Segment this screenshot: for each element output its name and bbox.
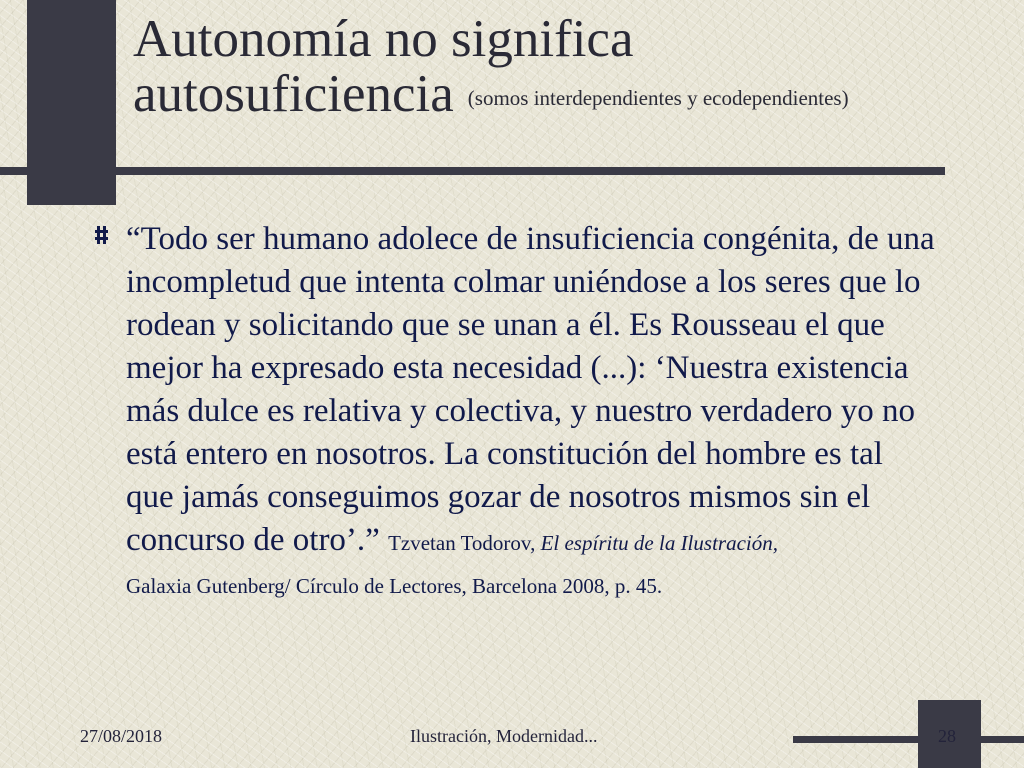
footer-title: Ilustración, Modernidad...: [410, 726, 598, 746]
citation-author: Tzvetan Todorov,: [388, 531, 536, 555]
hash-bullet-icon: [95, 226, 108, 244]
decorative-bottom-line: [793, 736, 1024, 743]
decorative-title-underline: [0, 167, 945, 175]
slide-title-subtitle: (somos interdependientes y ecodependientes): [467, 86, 849, 110]
quote-text: “Todo ser humano adolece de insuficiencia congénita, de una incompletud que intenta colmar uniéndose a los seres que lo rodean y solicitando que se unan a él. Es Rousseau el que mejor ha expresado esta necesidad (...): ‘Nuestra existencia más dulce es relativa y colectiva, y nuestro verdadero yo no está entero en nosotros. La constitución del hombre es tal que jamás conseguimos gozar de nosotros mismos sin el concurso de otro’.”: [126, 221, 935, 558]
slide-title-main: Autonomía no significa autosuficiencia: [133, 10, 634, 123]
bullet-quote-block: [126, 218, 936, 605]
footer-page-number: 28: [938, 726, 956, 746]
footer-date: 27/08/2018: [80, 726, 163, 746]
slide-title: [133, 12, 1013, 126]
citation-publisher: Galaxia Gutenberg/ Círculo de Lectores, Barcelona 2008, p. 45.: [126, 574, 663, 598]
citation-book-title: El espíritu de la Ilustración,: [540, 531, 778, 555]
